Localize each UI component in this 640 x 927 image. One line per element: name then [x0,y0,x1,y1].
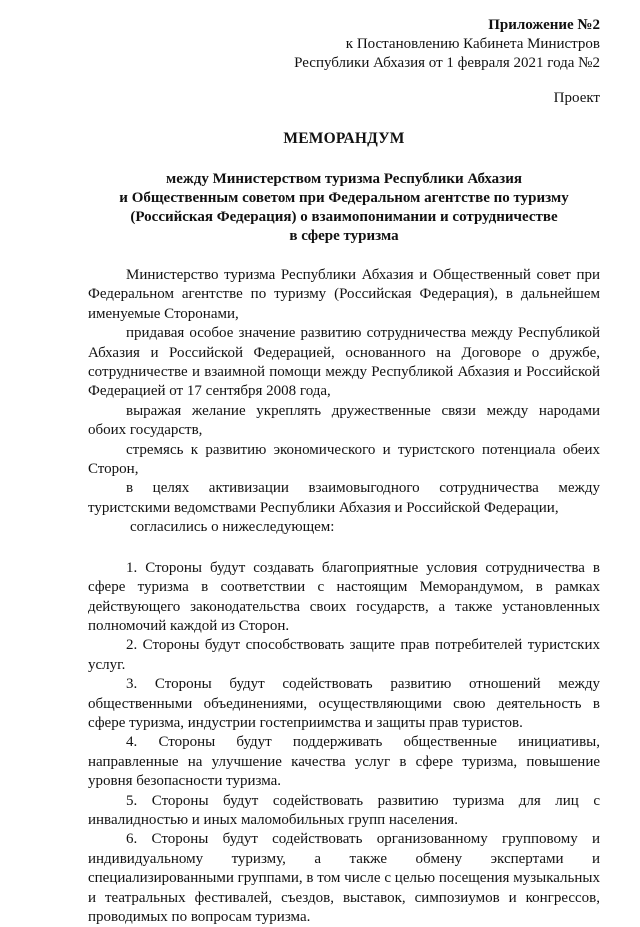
subtitle-line: и Общественным советом при Федеральном агентстве по туризму [119,190,569,206]
appendix-reference-line-2: Республики Абхазия от 1 февраля 2021 года №2 [294,55,600,71]
appendix-reference-line-1: к Постановлению Кабинета Министров [345,36,600,52]
subtitle-line: (Российская Федерация) о взаимопонимании и сотрудничестве [130,209,558,225]
article-paragraph: 3. Стороны будут содействовать развитию отношений между общественными объединениями, осуществляющими свою деятельность в сфере туризма, индустрии гостеприимства и защиты прав туристов. [88,676,600,731]
preamble-paragraph: выражая желание укреплять дружественные связи между народами обоих государств, [88,402,600,439]
article-paragraph: 4. Стороны будут поддерживать общественные инициативы, направленные на улучшение качества услуг в сфере туризма, повышение уровня безопасности туризма. [88,734,600,790]
article-paragraph: 1. Стороны будут создавать благоприятные условия сотрудничества в сфере туризма в соответствии с настоящим Меморандумом, в рамках действующего законодательства своих государств, а также установленных полномочий каждой из Сторон. [88,559,600,634]
preamble-paragraph: Министерство туризма Республики Абхазия и Общественный совет при Федеральном агентстве по туризму (Российская Федерация), в дальнейшем именуемые Сторонами, [88,267,600,322]
draft-label: Проект [553,90,600,106]
preamble-paragraph: в целях активизации взаимовыгодного сотрудничества между туристскими ведомствами Республики Абхазия и Российской Федерации, [88,480,600,516]
article-paragraph: 5. Стороны будут содействовать развитию туризма для лиц с инвалидностью и иных маломобильных групп населения. [88,792,600,828]
document-subtitle [88,170,600,246]
article-paragraph: 2. Стороны будут способствовать защите прав потребителей туристских услуг. [88,637,600,673]
document-title: МЕМОРАНДУМ [283,130,405,147]
subtitle-line: между Министерством туризма Республики Абхазия [166,171,522,187]
preamble-paragraph: придавая особое значение развитию сотрудничества между Республикой Абхазия и Российской Федерацией, основанного на Договоре о дружбе, сотрудничестве и взаимной помощи между Республикой Абхазия и Российской Федерацией от 17 сентября 2008 года, [88,325,600,400]
section-spacer [88,538,600,559]
preamble-paragraph: стремясь к развитию экономического и туристского потенциала обеих Сторон, [88,441,600,478]
document-header [88,16,600,73]
appendix-number: Приложение №2 [488,17,600,33]
subtitle-line: в сфере туризма [289,228,399,244]
document-body [88,266,600,927]
article-paragraph: 6. Стороны будут содействовать организованному групповому и индивидуальному туризму, а также обмену экспертами и специализированными группами, в том числе с целью посещения музыкальных и театральных фестивалей, съездов, выставок, симпозиумов и конгрессов, проводимых по вопросам туризма. [88,831,600,925]
agreed-line: согласились о нижеследующем: [130,519,335,536]
